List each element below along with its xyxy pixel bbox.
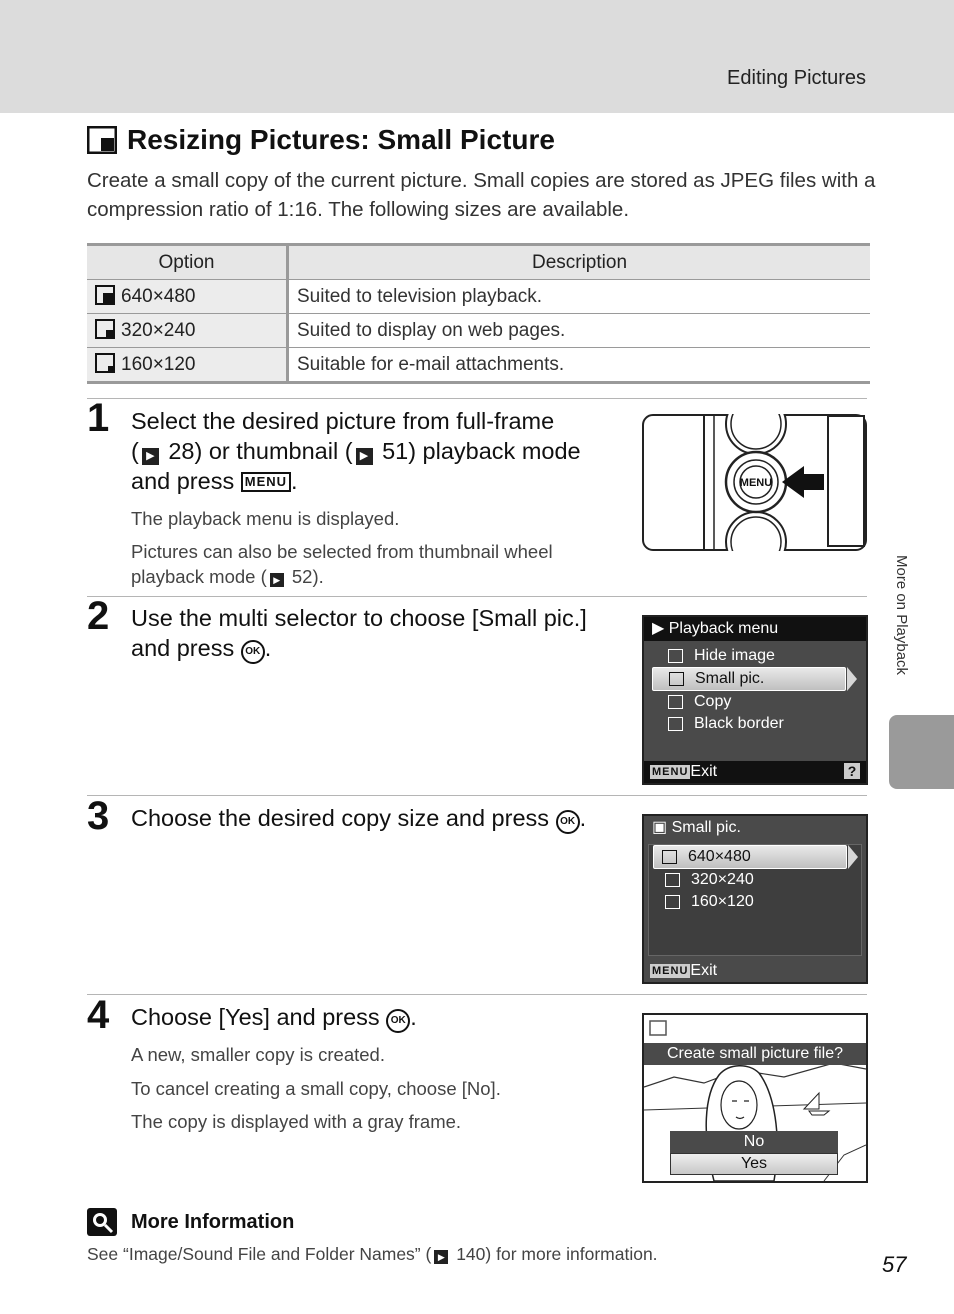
confirm-question: Create small picture file? bbox=[644, 1043, 866, 1065]
menu-item-label: Black border bbox=[694, 715, 784, 732]
step-3-heading: Choose the desired copy size and press OK . bbox=[131, 803, 586, 834]
size-option[interactable] bbox=[649, 891, 861, 913]
side-section-label bbox=[893, 555, 917, 705]
running-header: Editing Pictures bbox=[727, 67, 866, 89]
step-number: 2 bbox=[87, 594, 110, 638]
step-2-line-1: Use the multi selector to choose [Small pic.] bbox=[131, 605, 587, 631]
option-cell bbox=[87, 280, 288, 314]
camera-menu-button-illustration bbox=[642, 414, 867, 551]
side-label-text: More on Playback bbox=[893, 555, 910, 676]
options-table bbox=[87, 243, 870, 384]
table-row bbox=[87, 280, 870, 314]
step-number: 3 bbox=[87, 794, 110, 838]
page-ref: 140 bbox=[456, 1244, 486, 1264]
page-ref: 28 bbox=[168, 438, 195, 464]
step-1-note-2 bbox=[131, 539, 553, 589]
text-fragment: See “Image/Sound File and Folder Names” ( bbox=[87, 1244, 432, 1264]
size-320-icon bbox=[95, 319, 115, 339]
step-4-note: To cancel creating a small copy, choose [No]. bbox=[131, 1078, 501, 1099]
table-row bbox=[87, 348, 870, 383]
text-fragment: ) playback mode bbox=[408, 438, 581, 464]
divider bbox=[87, 795, 867, 796]
page-number: 57 bbox=[882, 1252, 907, 1277]
divider bbox=[87, 994, 867, 995]
description-cell: Suitable for e-mail attachments. bbox=[288, 348, 871, 383]
selection-arrow-icon bbox=[847, 667, 857, 691]
text-fragment: and press bbox=[131, 635, 235, 661]
text-fragment: 52). bbox=[291, 566, 324, 587]
divider bbox=[87, 596, 867, 597]
section-title bbox=[87, 124, 555, 156]
confirm-screen bbox=[642, 1013, 868, 1183]
hide-image-icon bbox=[668, 649, 683, 663]
magnifier-icon bbox=[87, 1208, 117, 1236]
menu-item[interactable] bbox=[644, 713, 866, 735]
option-cell bbox=[87, 348, 288, 383]
small-pic-screen bbox=[642, 814, 868, 984]
yes-option-selected[interactable]: Yes bbox=[670, 1153, 838, 1175]
menu-item-label: Small pic. bbox=[695, 670, 765, 687]
size-option-selected[interactable] bbox=[653, 845, 847, 869]
step-4-note: The copy is displayed with a gray frame. bbox=[131, 1111, 462, 1132]
step-number: 1 bbox=[87, 396, 110, 440]
ok-button-glyph: OK bbox=[241, 640, 265, 664]
menu-item-label: Hide image bbox=[694, 647, 775, 664]
size-160-icon bbox=[665, 895, 680, 909]
text-line bbox=[131, 564, 553, 589]
screen-title: Playback menu bbox=[668, 620, 779, 637]
intro-paragraph: Create a small copy of the current picture. Small copies are stored as JPEG files with a compression ratio of 1:16. The following sizes are available. bbox=[87, 169, 876, 221]
size-option-label: 160×120 bbox=[691, 893, 754, 910]
page-reference-icon: ▶ bbox=[142, 448, 159, 465]
size-640-icon bbox=[95, 285, 115, 305]
table-header-row bbox=[87, 245, 870, 280]
svg-text:MENU: MENU bbox=[739, 477, 773, 489]
text-fragment: Choose the desired copy size and press bbox=[131, 805, 550, 831]
size-option[interactable] bbox=[649, 869, 861, 891]
play-icon: ▶ bbox=[652, 620, 669, 637]
footer-exit-label: Exit bbox=[690, 763, 718, 780]
header-band bbox=[0, 0, 954, 113]
menu-button-glyph: MENU bbox=[652, 965, 689, 977]
small-picture-icon bbox=[669, 672, 684, 686]
description-cell: Suited to display on web pages. bbox=[288, 314, 871, 348]
page-ref: 51 bbox=[382, 438, 409, 464]
step-1-line-2 bbox=[131, 436, 581, 466]
selection-arrow-icon bbox=[848, 845, 858, 869]
size-160-icon bbox=[95, 353, 115, 373]
step-number: 4 bbox=[87, 993, 110, 1037]
table-header-option: Option bbox=[87, 245, 288, 280]
small-picture-icon bbox=[87, 126, 117, 154]
step-1-note: The playback menu is displayed. bbox=[131, 508, 400, 529]
option-cell bbox=[87, 314, 288, 348]
section-title-text: Resizing Pictures: Small Picture bbox=[127, 124, 555, 155]
table-header-description: Description bbox=[288, 245, 871, 280]
option-label: 320×240 bbox=[121, 320, 196, 341]
ok-button-glyph: OK bbox=[556, 810, 580, 834]
screen-title: Small pic. bbox=[671, 819, 741, 836]
text-fragment: and press bbox=[131, 468, 235, 494]
size-640-icon bbox=[662, 850, 677, 864]
size-320-icon bbox=[665, 873, 680, 887]
divider bbox=[87, 398, 867, 399]
text-fragment: playback mode ( bbox=[131, 566, 267, 587]
option-label: 640×480 bbox=[121, 286, 196, 307]
black-border-icon bbox=[668, 717, 683, 731]
size-list bbox=[648, 844, 862, 956]
step-2-line-2: and press OK . bbox=[131, 633, 587, 664]
screen-footer bbox=[644, 761, 866, 783]
page-reference-icon: ▶ bbox=[434, 1250, 448, 1264]
magnifier-note-icon bbox=[87, 1208, 117, 1236]
text-fragment: Pictures can also be selected from thumbnail wheel bbox=[131, 541, 553, 562]
menu-item-label: Copy bbox=[694, 693, 732, 710]
menu-item[interactable] bbox=[644, 691, 866, 713]
table-row bbox=[87, 314, 870, 348]
more-information-text bbox=[87, 1244, 658, 1265]
menu-item-selected[interactable] bbox=[652, 667, 846, 691]
size-option-label: 320×240 bbox=[691, 871, 754, 888]
size-option-label: 640×480 bbox=[688, 848, 751, 865]
menu-button-glyph: MENU bbox=[241, 472, 291, 492]
small-picture-icon: ▣ bbox=[652, 819, 672, 836]
more-information-heading bbox=[87, 1208, 294, 1236]
text-fragment: ) for more information. bbox=[485, 1244, 658, 1264]
footer-exit-label: Exit bbox=[690, 962, 718, 979]
text-fragment: ( bbox=[131, 438, 139, 464]
help-icon: ? bbox=[844, 763, 860, 779]
description-cell: Suited to television playback. bbox=[288, 280, 871, 314]
text-fragment: Choose [Yes] and press bbox=[131, 1004, 380, 1030]
option-label: 160×120 bbox=[121, 354, 196, 375]
text-fragment: ) or thumbnail ( bbox=[194, 438, 353, 464]
screen-title-bar bbox=[644, 617, 866, 641]
step-1-heading bbox=[131, 406, 581, 496]
page-reference-icon: ▶ bbox=[270, 573, 284, 587]
step-1-line-3: and press MENU . bbox=[131, 468, 298, 494]
step-4-heading: Choose [Yes] and press OK . bbox=[131, 1002, 417, 1033]
ok-button-glyph: OK bbox=[386, 1009, 410, 1033]
playback-menu-screen bbox=[642, 615, 868, 785]
no-option[interactable]: No bbox=[670, 1131, 838, 1153]
step-1-line-1: Select the desired picture from full-frame bbox=[131, 408, 555, 434]
step-2-heading bbox=[131, 603, 587, 664]
more-information-title: More Information bbox=[131, 1210, 295, 1233]
menu-button-glyph: MENU bbox=[652, 766, 689, 778]
copy-icon bbox=[668, 695, 683, 709]
step-4-note: A new, smaller copy is created. bbox=[131, 1044, 385, 1065]
screen-footer bbox=[644, 960, 866, 982]
screen-title-bar bbox=[644, 816, 866, 840]
menu-item[interactable] bbox=[644, 645, 866, 667]
page-reference-icon: ▶ bbox=[356, 448, 373, 465]
side-thumb-tab bbox=[889, 715, 954, 789]
